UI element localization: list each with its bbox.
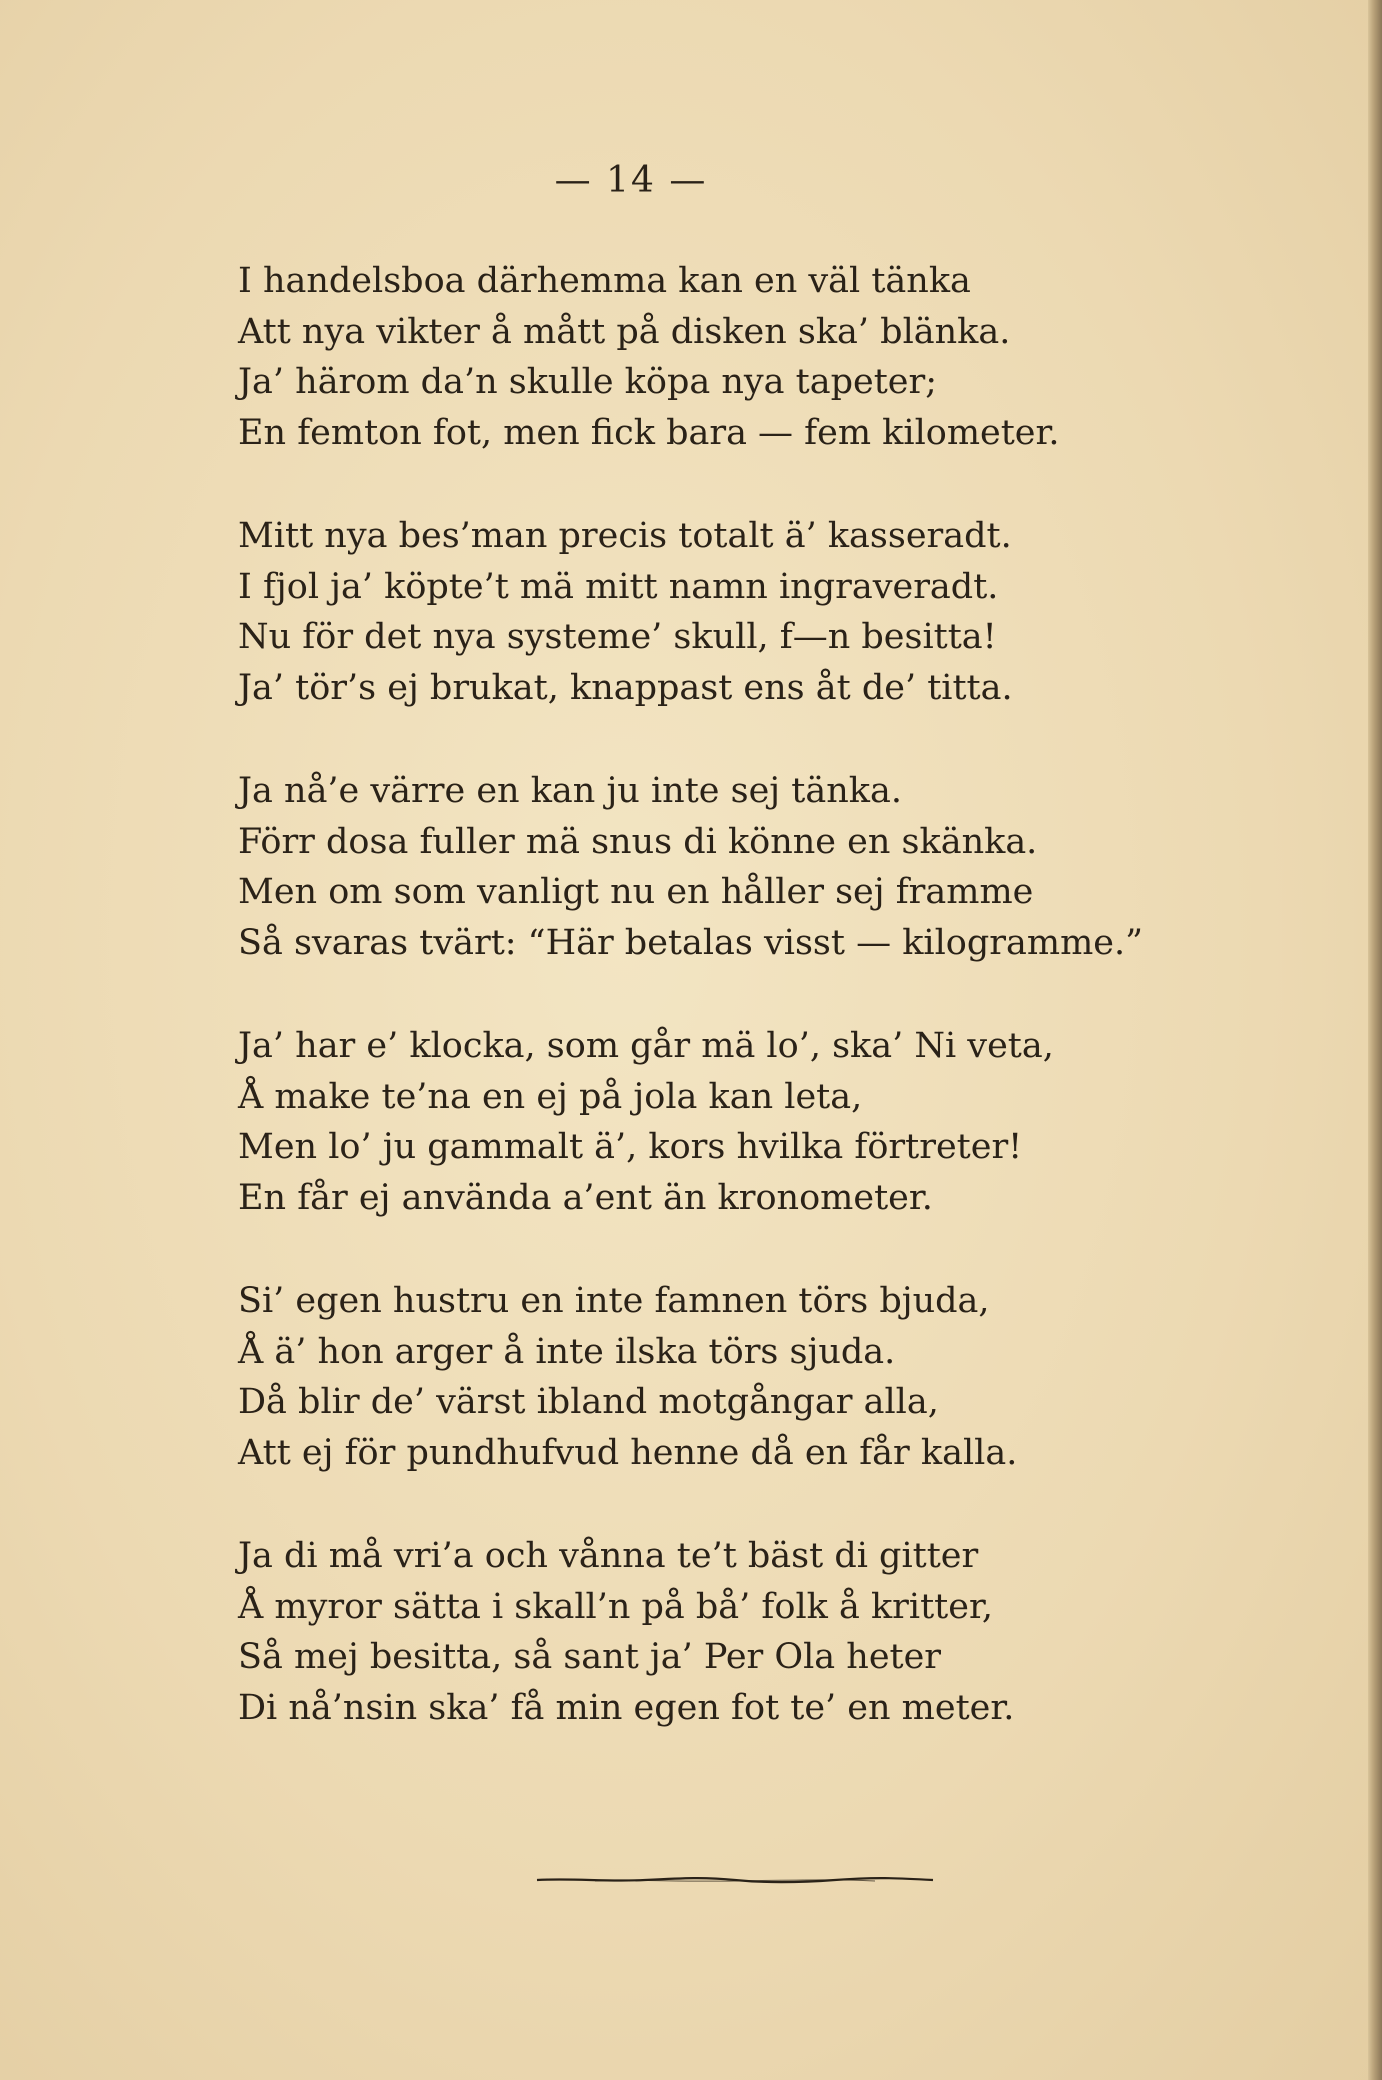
page-edge-shadow <box>1368 0 1382 2080</box>
poem-line: Ja’ härom da’n skulle köpa nya tapeter; <box>238 362 938 402</box>
poem-line: En får ej använda a’ent än kronometer. <box>238 1177 933 1218</box>
stanza-5 <box>238 1276 1298 1478</box>
poem-line: Att nya vikter å mått på disken ska’ blänka. <box>238 311 1011 352</box>
poem-line: Då blir de’ värst ibland motgångar alla, <box>238 1382 939 1422</box>
poem-line: Men lo’ ju gammalt ä’, kors hvilka förtreter! <box>238 1127 1023 1167</box>
stanza-2 <box>238 511 1298 713</box>
poem-line: Att ej för pundhufvud henne då en får kalla. <box>238 1432 1018 1473</box>
poem-line: Å myror sätta i skall’n på bå’ folk å kritter, <box>238 1586 993 1627</box>
poem-line: I fjol ja’ köpte’t mä mitt namn ingraveradt. <box>238 566 999 607</box>
page-number: — 14 — <box>554 160 708 201</box>
stanza-6 <box>238 1531 1298 1733</box>
poem-line: Men om som vanligt nu en håller sej framme <box>238 872 1034 912</box>
poem-line: Å make te’na en ej på jola kan leta, <box>238 1076 863 1117</box>
stanza-1 <box>238 256 1298 458</box>
poem-line: Förr dosa fuller mä snus di könne en skänka. <box>238 821 1038 862</box>
poem-line: Så mej besitta, så sant ja’ Per Ola heter <box>238 1637 942 1677</box>
ornamental-rule-icon <box>535 1874 935 1886</box>
poem-line: Å ä’ hon arger å inte ilska törs sjuda. <box>238 1331 896 1372</box>
poem-line: Mitt nya bes’man precis totalt ä’ kasseradt. <box>238 516 1012 556</box>
poem-line: Di nå’nsin ska’ få min egen fot te’ en meter. <box>238 1687 1015 1728</box>
poem-line: Ja’ har e’ klocka, som går mä lo’, ska’ Ni veta, <box>238 1026 1054 1066</box>
poem-line: Ja nå’e värre en kan ju inte sej tänka. <box>238 771 902 811</box>
poem-line: I handelsboa därhemma kan en väl tänka <box>238 261 971 301</box>
poem <box>238 256 1298 1786</box>
stanza-4 <box>238 1021 1298 1223</box>
poem-line: Ja di må vri’a och vånna te’t bäst di gitter <box>238 1536 979 1576</box>
poem-line: Så svaras tvärt: “Här betalas visst — kilogramme.” <box>238 922 1143 963</box>
poem-line: En femton fot, men fick bara — fem kilometer. <box>238 412 1060 453</box>
poem-line: Nu för det nya systeme’ skull, f—n besitta! <box>238 617 997 657</box>
poem-line: Ja’ tör’s ej brukat, knappast ens åt de’ titta. <box>238 667 1013 708</box>
stanza-3 <box>238 766 1298 968</box>
poem-line: Si’ egen hustru en inte famnen törs bjuda, <box>238 1281 990 1321</box>
